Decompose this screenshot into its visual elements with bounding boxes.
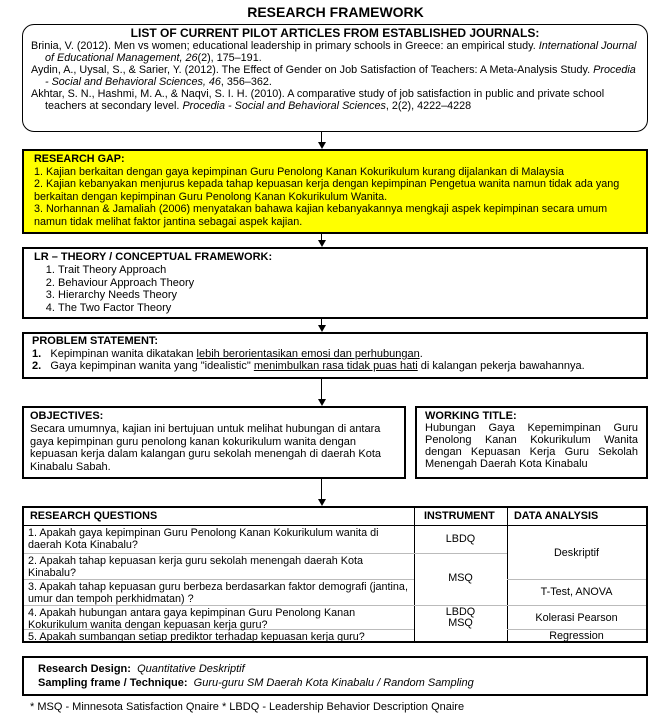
down-arrow-icon [318, 319, 326, 332]
problem-statement-label: PROBLEM STATEMENT: [32, 335, 159, 347]
journal-ref: Aydin, A., Uysal, S., & Sarier, Y. (2012). The Effect of Gender on Job Satisfaction of Teachers: A Meta-Analysis Study. Procedia - Social and Behavioral Sciences, 46, 356–362. [31, 64, 636, 88]
header-instrument: INSTRUMENT [424, 510, 495, 522]
problem-item: 1. Kepimpinan wanita dikatakan lebih berorientasikan emosi dan perhubungan. [32, 347, 423, 360]
working-title-label: WORKING TITLE: [425, 410, 517, 422]
lr-theory-label: LR – THEORY / CONCEPTUAL FRAMEWORK: [34, 251, 273, 263]
research-gap-item: 3. Norhannan & Jamaliah (2006) menyatakan bahawa kajian kebanyakannya mengkaji aspek kepimpinan secara umum namun tidak melihat faktor jantina sebagai aspek kajian. [34, 203, 608, 228]
instrument-lbdq: LBDQ [445, 533, 476, 545]
problem-statement-box [22, 332, 648, 379]
analysis-deskriptif: Deskriptif [554, 547, 599, 559]
journal-ref: Brinia, V. (2012). Men vs women; educational leadership in primary schools in Greece: an empirical study. International Journal of Educational Management, 26(2), 175–191. [31, 40, 637, 64]
theory-item: 2. Behaviour Approach Theory [58, 277, 636, 290]
header-research-questions: RESEARCH QUESTIONS [30, 510, 158, 522]
problem-item: 2. Gaya kepimpinan wanita yang "idealistic" menimbulkan rasa tidak puas hati di kalangan pekerja bawahannya. [32, 360, 585, 372]
research-design-box [22, 656, 648, 696]
analysis-pearson: Kolerasi Pearson [535, 612, 618, 624]
research-questions-table [22, 506, 648, 643]
journals-header: LIST OF CURRENT PILOT ARTICLES FROM ESTABLISHED JOURNALS: [130, 26, 540, 40]
theory-item: 3. Hierarchy Needs Theory [58, 289, 636, 302]
research-gap-label: RESEARCH GAP: [34, 153, 125, 165]
journals-box [22, 24, 648, 132]
journal-ref: Akhtar, S. N., Hashmi, M. A., & Naqvi, S. I. H. (2010). A comparative study of job satisfaction in public and private school teachers at secondary level. Procedia - Social and Behavioral Sciences, 2(2), 4222–4228 [31, 88, 605, 112]
research-gap-item: 1. Kajian berkaitan dengan gaya kepimpinan Guru Penolong Kanan Kokurikulum kurang dijalankan di Malaysia [34, 165, 564, 178]
instrument-lbdq: LBDQ [445, 606, 476, 618]
instrument-msq: MSQ [448, 617, 473, 629]
research-question: 1. Apakah gaya kepimpinan Guru Penolong Kanan Kokurikulum wanita di daerah Kota Kinabalu? [28, 527, 379, 551]
objectives-text: Secara umumnya, kajian ini bertujuan untuk melihat hubungan di antara gaya kepimpinan guru penolong kanan kokurikulum wanita dengan kepuasan kerja dalam kalangan guru sekolah menengah di daerah Kota Kinabalu Sabah. [30, 422, 382, 474]
research-question: 3. Apakah tahap kepuasan guru berbeza berdasarkan faktor demografi (jantina, umur dan tempoh perkhidmatan) ? [28, 581, 408, 605]
research-question: 2. Apakah tahap kepuasan kerja guru sekolah menengah daerah Kota Kinabalu? [28, 555, 363, 579]
instrument-msq: MSQ [448, 572, 473, 584]
research-question: 5. Apakah sumbangan setiap prediktor terhadap kepuasan kerja guru? [28, 631, 365, 643]
objectives-box [22, 406, 406, 479]
theory-item: 1. Trait Theory Approach [58, 264, 636, 277]
working-title-box [415, 406, 648, 479]
page-title: RESEARCH FRAMEWORK [247, 4, 424, 20]
research-design-line: Research Design: Quantitative Deskriptif [38, 663, 245, 675]
down-arrow-icon [318, 379, 326, 406]
down-arrow-icon [318, 234, 326, 247]
lr-theory-box [22, 247, 648, 319]
research-question: 4. Apakah hubungan antara gaya kepimpinan Guru Penolong Kanan Kokurikulum wanita dengan kepuasan kerja guru? [28, 607, 356, 631]
research-gap-item: 2. Kajian kebanyakan menjurus kepada tahap kepuasan kerja dengan kepimpinan Pengetua wanita namun tidak ada yang berkaitan dengan kepimpinan Guru Penolong Kanan Kokurikulum Wanita. [34, 178, 620, 203]
research-gap-box [22, 149, 648, 234]
down-arrow-icon [318, 132, 326, 149]
analysis-ttest-anova: T-Test, ANOVA [540, 586, 613, 598]
footnote: * MSQ - Minnesota Satisfaction Qnaire * LBDQ - Leadership Behavior Description Qnaire [30, 701, 465, 713]
header-data-analysis: DATA ANALYSIS [514, 510, 599, 522]
objectives-label: OBJECTIVES: [30, 410, 104, 422]
analysis-regression: Regression [549, 630, 604, 642]
working-title-text: Hubungan Gaya Kepemimpinan Guru Penolong Kanan Kokurikulum Wanita dengan Kepuasan Kerja Guru Sekolah Menengah Daerah Kota Kinabalu [425, 422, 638, 470]
sampling-line: Sampling frame / Technique: Guru-guru SM Daerah Kota Kinabalu / Random Sampling [38, 677, 474, 689]
down-arrow-icon [318, 479, 326, 506]
theory-item: 4. The Two Factor Theory [58, 302, 636, 315]
